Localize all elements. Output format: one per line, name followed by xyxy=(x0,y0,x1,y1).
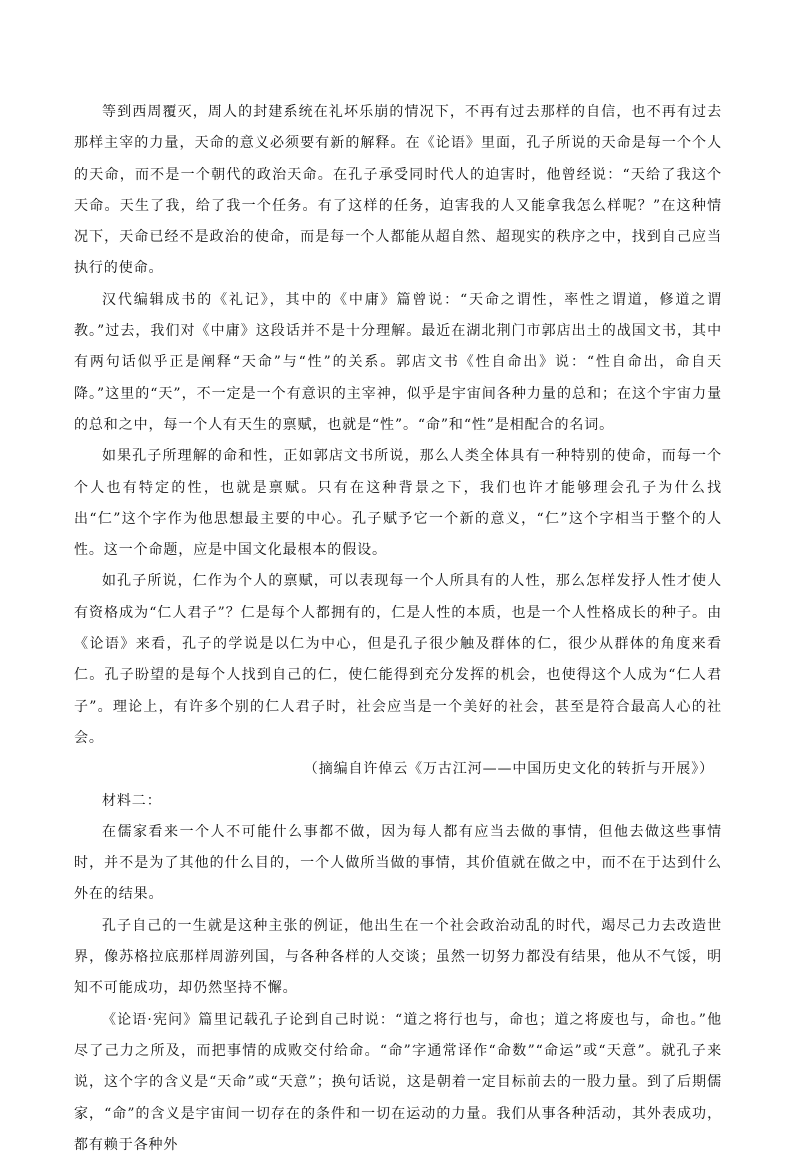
paragraph: 在儒家看来一个人不可能什么事都不做，因为每人都有应当去做的事情，但他去做这些事情时，并不是为了其他的什么目的，一个人做所当做的事情，其价值就在做之中，而不在于达到什么外在的结果。 xyxy=(74,823,722,903)
paragraph: 《论语·宪问》篇里记载孔子论到自己时说：“道之将行也与，命也；道之将废也与，命也。”他尽了己力之所及，而把事情的成败交付给命。“命”字通常译作“命数”“命运”或“天意”。就孔子来说，这个字的含义是“天命”或“天意”；换句话说，这是朝着一定目标前去的一股力量。到了后期儒家，“命”的含义是宇宙间一切存在的条件和一切在运动的力量。我们从事各种活动，其外表成功，都有赖于各种外 xyxy=(74,1011,722,1153)
paragraph: 如果孔子所理解的命和性，正如郭店文书所说，那么人类全体具有一种特别的使命，而每一个个人也有特定的性，也就是禀赋。只有在这种背景之下，我们也许才能够理会孔子为什么找出“仁”这个字作为他思想最主要的中心。孔子赋予它一个新的意义，“仁”这个字相当于整个的人性。这一个命题，应是中国文化最根本的假设。 xyxy=(74,448,722,559)
paragraph: 孔子自己的一生就是这种主张的例证，他出生在一个社会政治动乱的时代，竭尽己力去改造世界，像苏格拉底那样周游列国，与各种各样的人交谈；虽然一切努力都没有结果，他从不气馁，明知不可能成功，却仍然坚持不懈。 xyxy=(74,917,722,997)
paragraph: 汉代编辑成书的《礼记》，其中的《中庸》篇曾说：“天命之谓性，率性之谓道，修道之谓教。”过去，我们对《中庸》这段话并不是十分理解。最近在湖北荆门市郭店出土的战国文书，其中有两句话似乎正是阐释“天命”与“性”的关系。郭店文书《性自命出》说：“性自命出，命自天降。”这里的“天”，不一定是一个有意识的主宰神，似乎是宇宙间各种力量的总和；在这个宇宙力量的总和之中，每一个人有天生的禀赋，也就是“性”。“命”和“性”是相配合的名词。 xyxy=(74,291,722,433)
source-citation: （摘编自许倬云《万古江河——中国历史文化的转折与开展》） xyxy=(303,761,714,778)
paragraph: 等到西周覆灭，周人的封建系统在礼坏乐崩的情况下，不再有过去那样的自信，也不再有过去那样主宰的力量，天命的意义必须要有新的解释。在《论语》里面，孔子所说的天命是每一个个人的天命，而不是一个朝代的政治天命。在孔子承受同时代人的迫害时，他曾经说：“天给了我这个天命。天生了我，给了我一个任务。有了这样的任务，迫害我的人又能拿我怎么样呢？”在这种情况下，天命已经不是政治的使命，而是每一个人都能从超自然、超现实的秩序之中，找到自己应当执行的使命。 xyxy=(74,104,722,277)
article-body xyxy=(74,97,722,1161)
material-two-label: 材料二： xyxy=(102,792,162,809)
paragraph: 如孔子所说，仁作为个人的禀赋，可以表现每一个人所具有的人性，那么怎样发抒人性才使人有资格成为“仁人君子”？仁是每个人都拥有的，仁是人性的本质，也是一个人性格成长的种子。由《论语》来看，孔子的学说是以仁为中心，但是孔子很少触及群体的仁，很少从群体的角度来看仁。孔子盼望的是每个人找到自己的仁，使仁能得到充分发挥的机会，也使得这个人成为“仁人君子”。理论上，有许多个别的仁人君子时，社会应当是一个美好的社会，甚至是符合最高人心的社会。 xyxy=(74,573,722,746)
